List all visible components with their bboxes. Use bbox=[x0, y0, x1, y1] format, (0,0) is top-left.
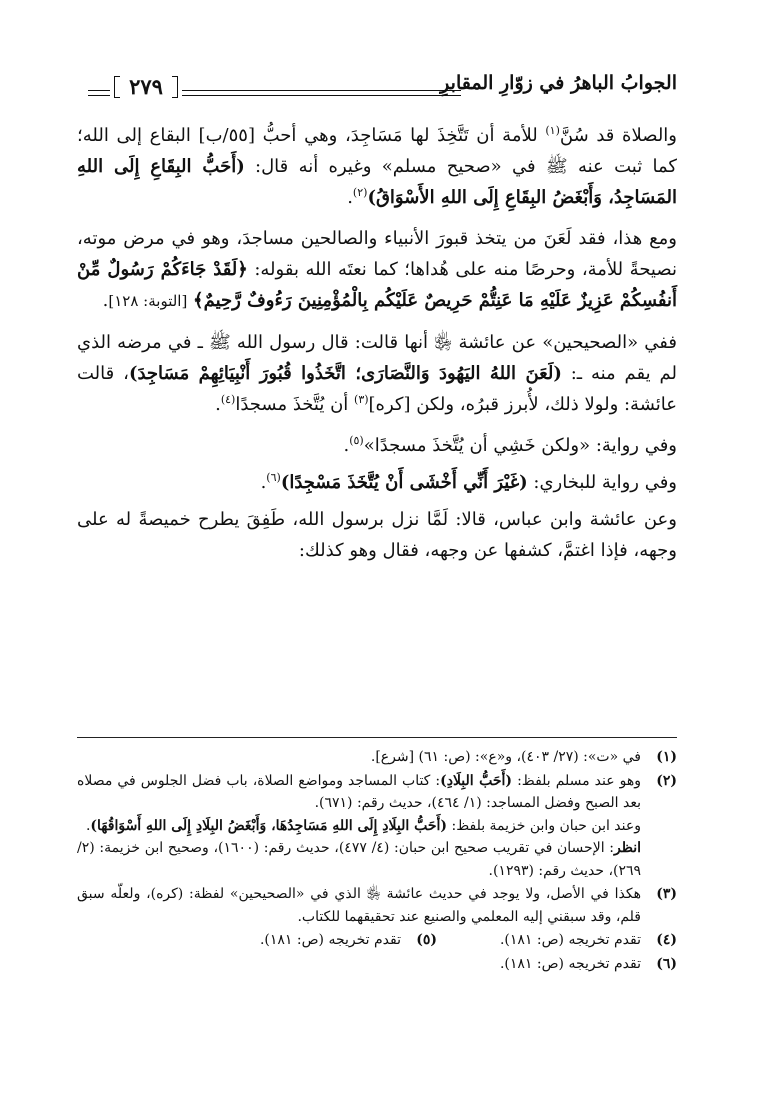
footnote-5 bbox=[197, 929, 437, 952]
footnote-ref-5[interactable]: (٥) bbox=[349, 434, 364, 447]
footnote-text: تقدم تخريجه (ص: ١٨١). bbox=[499, 955, 641, 972]
text-run: وفي رواية: «ولكن خَشِي أن يُتَّخذَ مسجدًا» bbox=[363, 435, 677, 456]
text-run: والصلاة قد سُنَّ bbox=[559, 125, 678, 146]
footnote-text bbox=[77, 770, 641, 883]
footnote-line bbox=[77, 837, 641, 882]
footnote-number: (٥) bbox=[416, 932, 437, 948]
footnote-text: هكذا في الأصل، ولا يوجد في حديث عائشة ﵂ الذي في «الصحيحين» لفظة: (كره)، ولعلّه سبق قلم، وقد سبقني إليه المعلمي والصنيع عند تحقيقهما للكتاب. bbox=[77, 886, 641, 925]
paragraph bbox=[77, 504, 677, 566]
footnote-ref-2[interactable]: (٢) bbox=[352, 186, 368, 199]
text-run: . bbox=[85, 817, 91, 834]
text-run: : كتاب المساجد ومواضع الصلاة، باب فضل الجلوس في مصلاه بعد الصبح وفضل المساجد: (١/ ٤٦٤)، حديث رقم: (٦٧١). bbox=[77, 772, 641, 811]
footnote-line bbox=[77, 770, 641, 815]
footnote-6 bbox=[77, 953, 677, 976]
text-run: . bbox=[102, 290, 109, 311]
page-header bbox=[88, 70, 677, 106]
footnote-ref-6[interactable]: (٦) bbox=[266, 471, 281, 484]
text-run: . bbox=[260, 472, 267, 493]
footnote-number: (١) bbox=[656, 749, 677, 765]
hadith-wording: (أَحَبُّ البِلَادِ إِلَى اللهِ مَسَاجِدُهَا، وَأَبْغَضُ البِلَادِ إِلَى اللهِ أَسْوَاقُهَا) bbox=[90, 817, 448, 834]
footnote-2 bbox=[77, 770, 677, 883]
footnote-separator bbox=[77, 737, 677, 738]
footnote-4 bbox=[437, 929, 677, 952]
running-title: الجوابُ الباهرُ في زوّارِ المقابرِ bbox=[440, 72, 677, 94]
header-rule bbox=[88, 95, 110, 96]
text-run: وعند ابن حبان وابن خزيمة بلفظ: bbox=[447, 817, 641, 834]
footnote-row bbox=[77, 929, 677, 952]
hadith-quote: (لَعَنَ اللهُ اليَهُودَ وَالنَّصَارَى؛ اتَّخَذُوا قُبُورَ أَنْبِيَائِهِمْ مَسَاجِدَ) bbox=[128, 363, 562, 384]
footnotes bbox=[77, 746, 677, 976]
paragraph bbox=[77, 223, 677, 317]
text-run: وعن عائشة وابن عباس، قالا: لَمَّا نزل برسول الله، طَفِقَ يطرح خميصةً له على وجهه، فإذا اغتمَّ، كشفها عن وجهه، فقال وهو كذلك: bbox=[77, 509, 677, 561]
footnote-line bbox=[77, 815, 641, 838]
footnote-ref-3[interactable]: (٣) bbox=[354, 393, 369, 406]
text-run: ومع هذا، فقد لَعَنَ من يتخذ قبورَ الأنبياء والصالحين مساجدَ، وهو في مرض موته، نصيحةً للأمة، وحرصًا منه على هُداها؛ كما نعتَه الله بقوله: bbox=[77, 228, 677, 280]
footnote-text: تقدم تخريجه (ص: ١٨١). bbox=[499, 932, 641, 948]
hadith-wording: (أَحَبُّ البِلَادِ) bbox=[440, 772, 513, 789]
hadith-quote: (غَيْرَ أَنِّي أَخْشَى أَنْ يُتَّخَذَ مَسْجِدًا) bbox=[280, 472, 528, 493]
text-run: : الإحسان في تقريب صحيح ابن حبان: (٤/ ٤٧٧)، حديث رقم: (١٦٠٠)، وصحيح ابن خزيمة: (٢/ ٢٦٩)، حديث رقم: (١٢٩٣). bbox=[77, 840, 641, 879]
footnote-number: (٤) bbox=[656, 932, 677, 948]
footnote-text: تقدم تخريجه (ص: ١٨١). bbox=[259, 932, 401, 948]
paragraph bbox=[77, 327, 677, 420]
quran-verse: ﴿لَقَدْ جَاءَكُمْ رَسُولٌ مِّنْ أَنفُسِكُمْ عَزِيزٌ عَلَيْهِ مَا عَنِتُّمْ حَرِيصٌ عَلَيْكُم بِالْمُؤْمِنِينَ رَءُوفٌ رَّحِيمٌ﴾ bbox=[77, 259, 677, 311]
footnote-text: في «ت»: (٢٧/ ٤٠٣)، و«ع»: (ص: ٦١) [شرع]. bbox=[370, 749, 641, 765]
footnote-number: (٣) bbox=[656, 886, 677, 902]
text-run: ففي «الصحيحين» عن عائشة ﵂ أنها قالت: قال رسول الله ﷺ ـ في مرضه الذي لم يقم منه ـ: bbox=[77, 332, 677, 384]
text-run: . bbox=[343, 435, 350, 456]
footnote-1 bbox=[77, 746, 677, 769]
paragraph bbox=[77, 120, 677, 213]
header-rule bbox=[182, 95, 461, 96]
text-run: للأمة أن تَتَّخِذَ لها مَسَاجِدَ، وهي أحبُّ [٥٥/ب] البقاع إلى الله؛ كما ثبت عنه ﷺ في «صحيح مسلم» وغيره أنه قال: bbox=[77, 125, 677, 177]
footnote-3 bbox=[77, 883, 677, 928]
page-number: ٢٧٩ bbox=[114, 74, 178, 100]
footnote-number: (٢) bbox=[656, 772, 677, 789]
paragraph bbox=[77, 430, 677, 461]
text-run: ، قالت عائشة: ولولا ذلك، لأُبرز قبرُه، ولكن [كره] bbox=[77, 363, 677, 415]
text-run: . bbox=[215, 394, 221, 415]
text-run: أن يُتَّخذَ مسجدًا bbox=[235, 394, 355, 415]
text-run: . bbox=[347, 187, 353, 208]
header-rule bbox=[182, 90, 461, 91]
paragraph bbox=[77, 467, 677, 498]
hadith-quote: (أَحَبُّ البِقَاعِ إِلَى اللهِ المَسَاجِدُ، وَأَبْغَضُ البِقَاعِ إِلَى اللهِ الأَسْوَاقُ) bbox=[77, 156, 677, 208]
footnote-ref-4[interactable]: (٤) bbox=[220, 393, 236, 406]
text-run: وفي رواية للبخاري: bbox=[527, 472, 677, 493]
see-label: انظر bbox=[614, 840, 642, 856]
footnote-number: (٦) bbox=[656, 955, 677, 972]
footnote-ref-1[interactable]: (١) bbox=[545, 124, 560, 137]
verse-reference: [التوبة: ١٢٨] bbox=[108, 292, 188, 310]
main-text bbox=[77, 120, 677, 576]
header-rule bbox=[88, 90, 110, 91]
text-run: وهو عند مسلم بلفظ: bbox=[512, 772, 641, 789]
